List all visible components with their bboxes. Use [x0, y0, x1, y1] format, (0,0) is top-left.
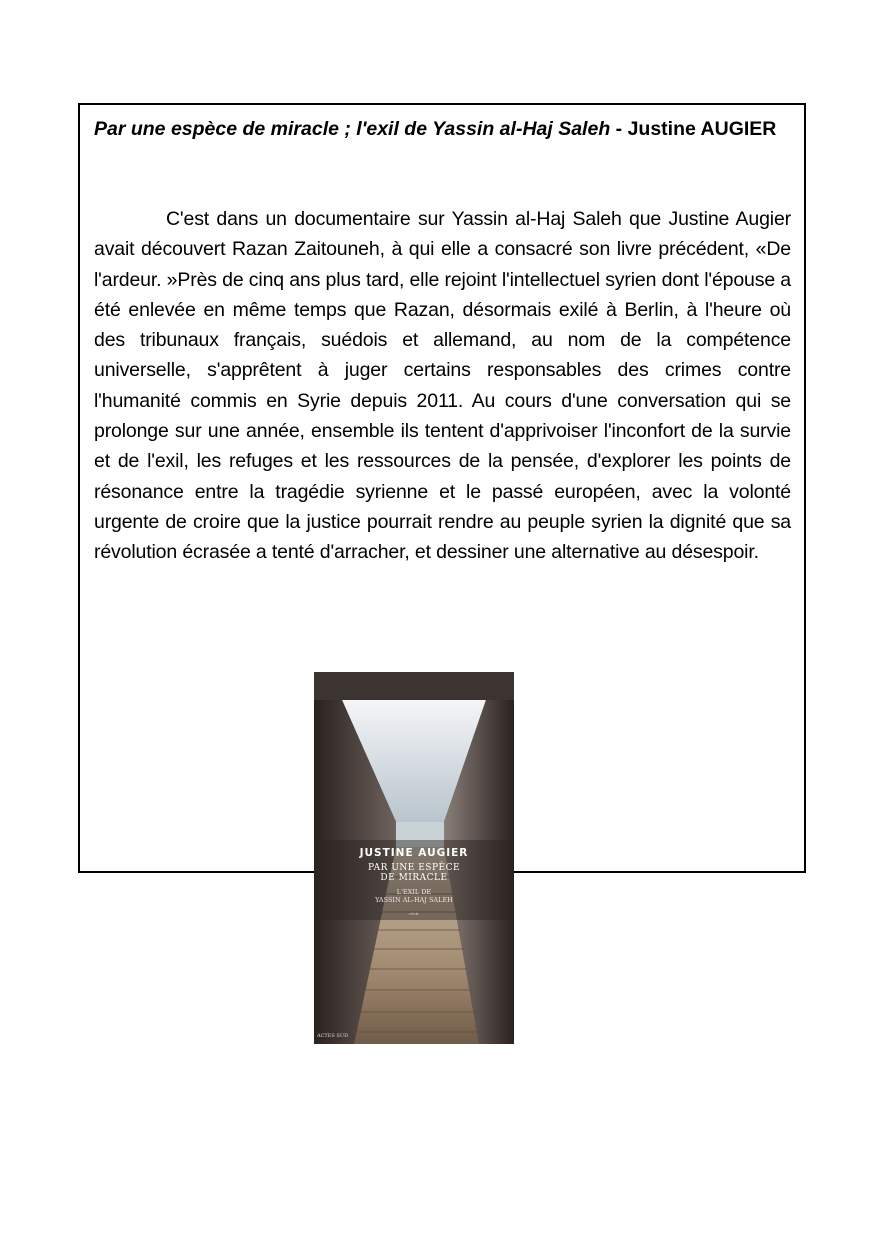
cover-publisher: ACTES SUD [317, 1033, 349, 1039]
book-author: - Justine AUGIER [610, 118, 777, 140]
cover-subtitle-line: L'EXIL DE [396, 888, 432, 896]
cover-subtitle [314, 888, 514, 904]
cover-title [314, 863, 514, 883]
review-title [94, 112, 794, 147]
review-paragraph [94, 204, 791, 568]
cover-subtitle-line: YASSIN AL-HAJ SALEH [375, 896, 453, 904]
cover-title-line: PAR UNE ESPÈCE [367, 863, 461, 873]
cover-collection: récit [409, 911, 419, 916]
cover-title-line: DE MIRACLE [380, 873, 448, 883]
cover-ceiling [314, 672, 514, 700]
cover-author: JUSTINE AUGIER [359, 847, 469, 859]
review-paragraph-text: C'est dans un documentaire sur Yassin al-Haj Saleh que Justine Augier avait découvert Razan Zaitouneh, à qui elle a consacré son livre précédent, «De l'ardeur. »Près de cinq ans plus tard, elle rejoint l'intellectuel syrien dont l'épouse a été enlevée en même temps que Razan, désormais exilé à Berlin, à l'heure où des tribunaux français, suédois et allemand, au nom de la compétence universelle, s'apprêtent à juger certains responsables des crimes contre l'humanité commis en Syrie depuis 2011. Au cours d'une conversation qui se prolonge sur une année, ensemble ils tentent d'apprivoiser l'inconfort de la survie et de l'exil, les refuges et les ressources de la pensée, d'explorer les points de résonance entre la tragédie syrienne et le passé européen, avec la volonté urgente de croire que la justice pourrait rendre au peuple syrien la dignité que sa révolution écrasée a tenté d'arracher, et dessiner une alternative au désespoir. [94, 208, 791, 564]
book-title: Par une espèce de miracle ; l'exil de Yassin al-Haj Saleh [94, 118, 611, 140]
book-cover [314, 672, 514, 1044]
